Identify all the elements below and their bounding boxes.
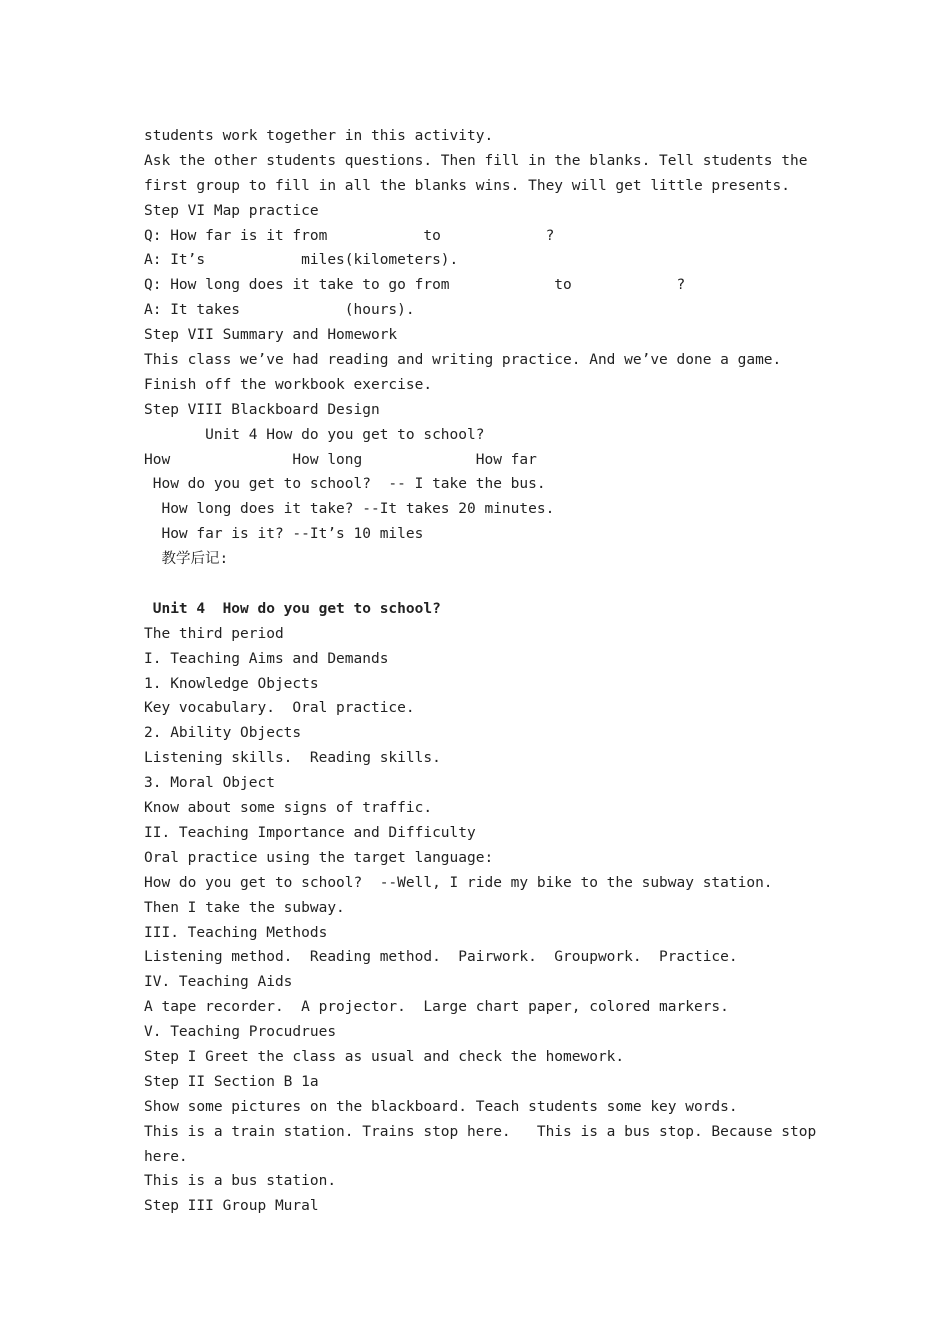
text-line: first group to fill in all the blanks wins. They will get little presents. xyxy=(144,177,791,194)
step-heading: Step VIII Blackboard Design xyxy=(144,401,380,418)
text-line: How do you get to school? -- I take the bus. xyxy=(144,476,546,493)
text-line: 3. Moral Object xyxy=(144,775,275,792)
text-line: Listening skills. Reading skills. xyxy=(144,750,441,767)
text-line: This is a bus station. xyxy=(144,1173,337,1190)
text-line: Q: How far is it from to ? xyxy=(144,227,555,244)
text-line: here. xyxy=(144,1148,188,1165)
step-heading: Step VII Summary and Homework xyxy=(144,327,398,344)
step-heading: Step III Group Mural xyxy=(144,1198,319,1215)
step-heading: Step II Section B 1a xyxy=(144,1073,319,1090)
text-line: How far is it? --It’s 10 miles xyxy=(144,526,424,543)
text-line: How long does it take? --It takes 20 minutes. xyxy=(144,501,555,518)
text-line: How do you get to school? --Well, I ride my bike to the subway station. xyxy=(144,874,773,891)
step-heading: Step I Greet the class as usual and check the homework. xyxy=(144,1048,625,1065)
text-line: Q: How long does it take to go from to ? xyxy=(144,277,686,294)
text-line: Listening method. Reading method. Pairwork. Groupwork. Practice. xyxy=(144,949,738,966)
text-line: A: It’s miles(kilometers). xyxy=(144,252,459,269)
text-line: A tape recorder. A projector. Large chart paper, colored markers. xyxy=(144,999,729,1016)
text-line: Oral practice using the target language: xyxy=(144,849,494,866)
text-line: Know about some signs of traffic. xyxy=(144,800,433,817)
section-heading: V. Teaching Procudrues xyxy=(144,1024,337,1041)
text-line: This is a train station. Trains stop here. This is a bus stop. Because stop xyxy=(144,1123,817,1140)
text-line: 1. Knowledge Objects xyxy=(144,675,319,692)
text-line: Ask the other students questions. Then fill in the blanks. Tell students the xyxy=(144,152,808,169)
text-line: 教学后记: xyxy=(144,551,229,568)
document-body xyxy=(144,124,844,1219)
section-heading: III. Teaching Methods xyxy=(144,924,328,941)
text-line: A: It takes (hours). xyxy=(144,302,415,319)
text-line: Then I take the subway. xyxy=(144,899,345,916)
section-heading: IV. Teaching Aids xyxy=(144,974,293,991)
text-line: Show some pictures on the blackboard. Teach students some key words. xyxy=(144,1098,738,1115)
section-heading: I. Teaching Aims and Demands xyxy=(144,650,389,667)
text-line: The third period xyxy=(144,625,284,642)
text-line: 2. Ability Objects xyxy=(144,725,302,742)
blank-line xyxy=(144,572,844,597)
text-line: How How long How far xyxy=(144,451,537,468)
step-heading: Step VI Map practice xyxy=(144,202,319,219)
section-heading: II. Teaching Importance and Difficulty xyxy=(144,824,476,841)
text-line: This class we’ve had reading and writing practice. And we’ve done a game. xyxy=(144,352,782,369)
blackboard-title: Unit 4 How do you get to school? xyxy=(144,426,485,443)
unit-heading: Unit 4 How do you get to school? xyxy=(144,600,441,617)
text-line: students work together in this activity. xyxy=(144,128,494,144)
text-line: Key vocabulary. Oral practice. xyxy=(144,700,415,717)
text-line: Finish off the workbook exercise. xyxy=(144,376,433,393)
